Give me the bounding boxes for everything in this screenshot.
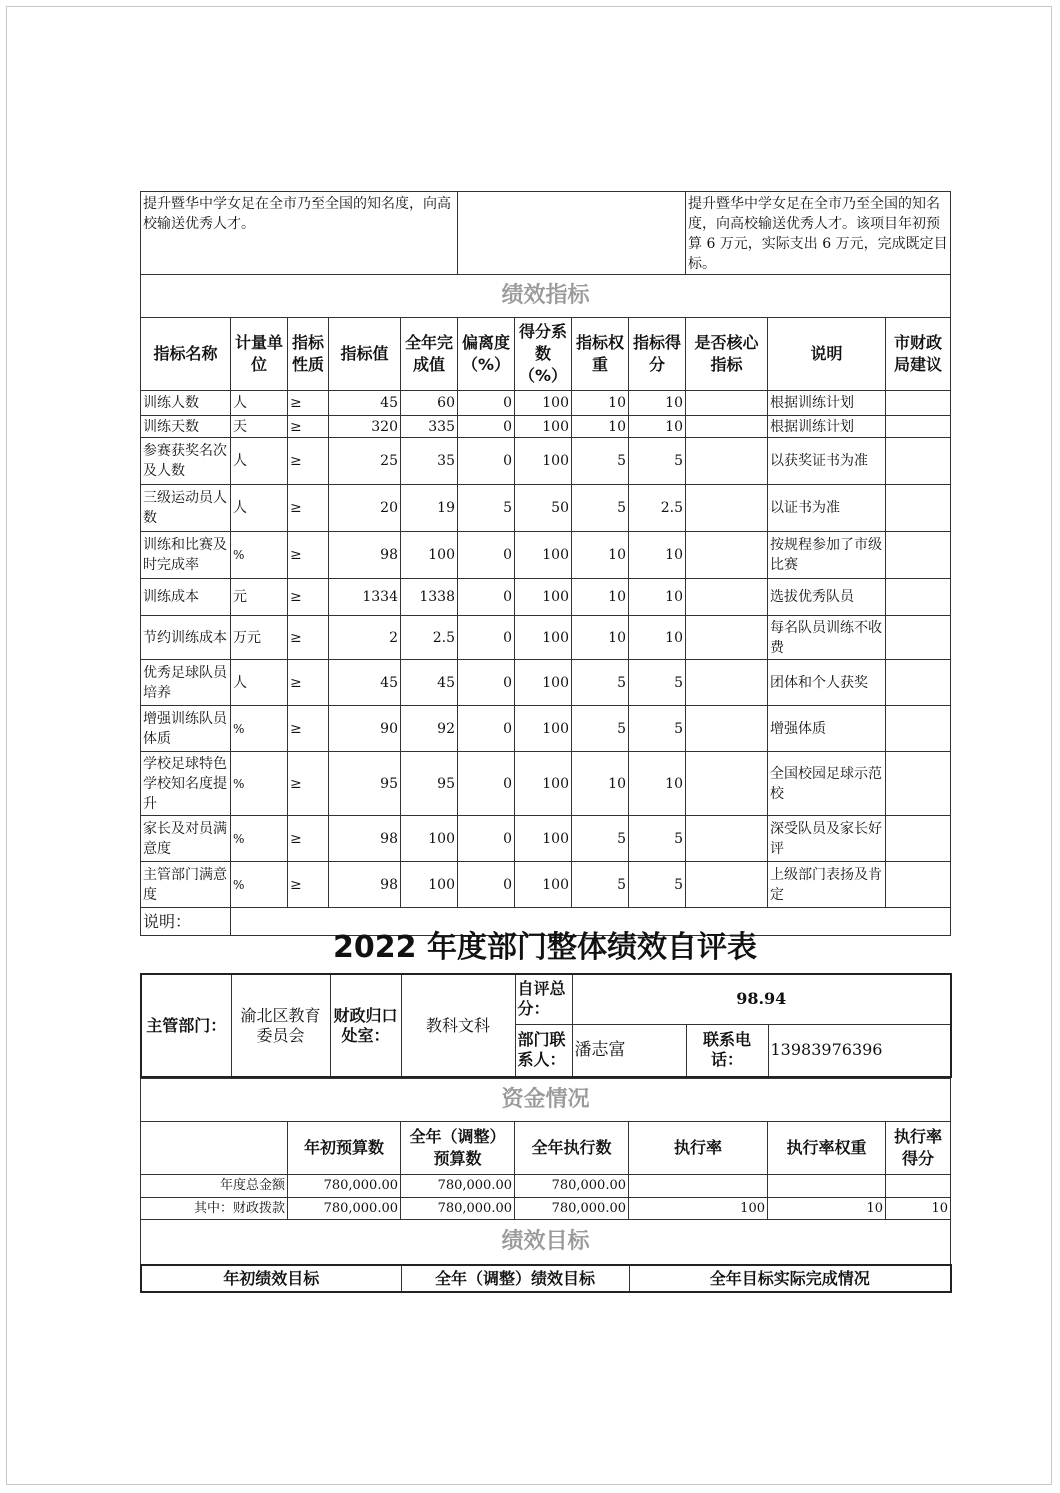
indicator-weight-cell: 10 — [572, 532, 629, 579]
indicator-name-cell: 家长及对员满意度 — [141, 816, 231, 862]
funds-label-cell: 其中：财政拨款 — [141, 1198, 288, 1220]
indicator-coef-cell: 100 — [515, 660, 572, 706]
indicator-note-cell: 上级部门表扬及肯定 — [768, 862, 886, 908]
supervisor-label: 主管部门： — [141, 974, 231, 1077]
indicator-weight-cell: 10 — [572, 391, 629, 416]
indicator-name-cell: 优秀足球队员培养 — [141, 660, 231, 706]
indicator-note-cell: 按规程参加了市级比赛 — [768, 532, 886, 579]
indicator-core-cell — [686, 391, 768, 416]
indicator-score-cell: 5 — [629, 706, 686, 752]
indicator-core-cell — [686, 438, 768, 485]
finance-label: 财政归口处室： — [330, 974, 401, 1077]
indicator-name-cell: 节约训练成本 — [141, 616, 231, 660]
header-cell: 说明 — [768, 318, 886, 391]
indicator-score-cell: 10 — [629, 579, 686, 616]
indicator-name-cell: 学校足球特色学校知名度提升 — [141, 752, 231, 816]
funds-adjusted-cell: 780,000.00 — [401, 1198, 515, 1220]
header-cell: 指标权重 — [572, 318, 629, 391]
indicator-advice-cell — [886, 391, 951, 416]
indicator-unit-cell: 人 — [231, 438, 288, 485]
indicator-weight-cell: 10 — [572, 616, 629, 660]
indicator-actual-cell: 335 — [401, 416, 458, 438]
header-cell: 全年（调整）绩效目标 — [401, 1265, 629, 1292]
indicator-unit-cell: % — [231, 816, 288, 862]
indicator-row — [141, 660, 951, 706]
indicator-nature-cell: ≥ — [288, 579, 329, 616]
indicator-unit-cell: 天 — [231, 416, 288, 438]
header-cell: 年初预算数 — [288, 1122, 401, 1175]
indicator-row — [141, 616, 951, 660]
indicator-score-cell: 10 — [629, 616, 686, 660]
indicator-name-cell: 训练成本 — [141, 579, 231, 616]
funds-score-cell — [886, 1175, 951, 1198]
indicator-row — [141, 416, 951, 438]
indicator-coef-cell: 100 — [515, 579, 572, 616]
indicator-target-cell: 20 — [329, 485, 401, 532]
funds-initial-cell: 780,000.00 — [288, 1175, 401, 1198]
indicator-score-cell: 5 — [629, 816, 686, 862]
indicator-actual-cell: 100 — [401, 532, 458, 579]
header-cell: 指标得分 — [629, 318, 686, 391]
header-cell: 指标名称 — [141, 318, 231, 391]
indicator-row — [141, 862, 951, 908]
indicator-note-cell: 以获奖证书为准 — [768, 438, 886, 485]
header-cell: 全年（调整）预算数 — [401, 1122, 515, 1175]
funds-initial-cell: 780,000.00 — [288, 1198, 401, 1220]
indicator-target-cell: 2 — [329, 616, 401, 660]
indicator-note-cell: 选拔优秀队员 — [768, 579, 886, 616]
dept-info-table — [140, 973, 952, 1078]
indicator-target-cell: 98 — [329, 862, 401, 908]
indicator-deviation-cell: 0 — [458, 752, 515, 816]
funds-section-title: 资金情况 — [141, 1079, 951, 1122]
funds-rate-cell — [629, 1175, 768, 1198]
indicator-actual-cell: 2.5 — [401, 616, 458, 660]
indicator-target-cell: 98 — [329, 532, 401, 579]
indicator-coef-cell: 100 — [515, 438, 572, 485]
funds-rate-cell: 100 — [629, 1198, 768, 1220]
indicator-header-row — [141, 318, 951, 391]
indicator-advice-cell — [886, 816, 951, 862]
indicator-weight-cell: 5 — [572, 706, 629, 752]
header-cell: 全年执行数 — [515, 1122, 629, 1175]
phone-value: 13983976396 — [768, 1024, 951, 1077]
indicator-nature-cell: ≥ — [288, 706, 329, 752]
indicator-actual-cell: 95 — [401, 752, 458, 816]
indicator-deviation-cell: 0 — [458, 532, 515, 579]
indicator-score-cell: 10 — [629, 416, 686, 438]
indicator-core-cell — [686, 485, 768, 532]
indicator-unit-cell: 人 — [231, 485, 288, 532]
indicator-deviation-cell: 0 — [458, 706, 515, 752]
page-title: 2022 年度部门整体绩效自评表 — [333, 930, 757, 965]
indicator-note-cell: 全国校园足球示范校 — [768, 752, 886, 816]
goal-row — [141, 192, 951, 275]
indicator-weight-cell: 5 — [572, 816, 629, 862]
indicator-weight-cell: 5 — [572, 438, 629, 485]
indicator-score-cell: 10 — [629, 532, 686, 579]
funds-adjusted-cell: 780,000.00 — [401, 1175, 515, 1198]
indicator-score-cell: 5 — [629, 862, 686, 908]
indicator-core-cell — [686, 616, 768, 660]
goals-header-row — [141, 1265, 951, 1292]
indicator-actual-cell: 45 — [401, 660, 458, 706]
indicator-weight-cell: 5 — [572, 862, 629, 908]
indicator-core-cell — [686, 816, 768, 862]
indicator-advice-cell — [886, 660, 951, 706]
indicator-weight-cell: 5 — [572, 485, 629, 532]
funds-row — [141, 1175, 951, 1198]
indicator-nature-cell: ≥ — [288, 862, 329, 908]
indicator-row — [141, 752, 951, 816]
indicator-unit-cell: % — [231, 532, 288, 579]
indicator-advice-cell — [886, 616, 951, 660]
indicator-name-cell: 参赛获奖名次及人数 — [141, 438, 231, 485]
indicator-section-title: 绩效指标 — [141, 275, 951, 318]
indicator-row — [141, 438, 951, 485]
indicator-advice-cell — [886, 485, 951, 532]
header-cell: 全年完成值 — [401, 318, 458, 391]
indicator-note-cell: 以证书为准 — [768, 485, 886, 532]
indicator-core-cell — [686, 579, 768, 616]
header-cell: 执行率得分 — [886, 1122, 951, 1175]
indicator-name-cell: 主管部门满意度 — [141, 862, 231, 908]
contact-value: 潘志富 — [572, 1024, 686, 1077]
indicator-weight-cell: 10 — [572, 579, 629, 616]
indicator-nature-cell: ≥ — [288, 438, 329, 485]
indicator-note-cell: 根据训练计划 — [768, 391, 886, 416]
indicator-name-cell: 训练和比赛及时完成率 — [141, 532, 231, 579]
indicator-score-cell: 2.5 — [629, 485, 686, 532]
indicator-row — [141, 532, 951, 579]
indicator-target-cell: 98 — [329, 816, 401, 862]
header-cell: 年初绩效目标 — [141, 1265, 401, 1292]
indicator-advice-cell — [886, 416, 951, 438]
indicator-score-cell: 10 — [629, 752, 686, 816]
indicator-table — [140, 191, 951, 936]
indicator-advice-cell — [886, 532, 951, 579]
indicator-deviation-cell: 0 — [458, 579, 515, 616]
indicator-coef-cell: 100 — [515, 752, 572, 816]
indicator-advice-cell — [886, 752, 951, 816]
indicator-deviation-cell: 0 — [458, 816, 515, 862]
indicator-target-cell: 1334 — [329, 579, 401, 616]
header-cell: 指标值 — [329, 318, 401, 391]
funds-table — [140, 1078, 951, 1265]
indicator-core-cell — [686, 862, 768, 908]
indicator-target-cell: 45 — [329, 391, 401, 416]
indicator-actual-cell: 100 — [401, 862, 458, 908]
indicator-coef-cell: 100 — [515, 616, 572, 660]
indicator-row — [141, 485, 951, 532]
funds-header-row — [141, 1122, 951, 1175]
funds-score-cell: 10 — [886, 1198, 951, 1220]
indicator-name-cell: 三级运动员人数 — [141, 485, 231, 532]
score-value: 98.94 — [572, 974, 951, 1024]
indicator-target-cell: 45 — [329, 660, 401, 706]
indicator-actual-cell: 35 — [401, 438, 458, 485]
indicator-nature-cell: ≥ — [288, 391, 329, 416]
indicator-unit-cell: 人 — [231, 391, 288, 416]
indicator-deviation-cell: 0 — [458, 391, 515, 416]
goal-actual: 提升暨华中学女足在全市乃至全国的知名度，向高校输送优秀人才。该项目年初预算 6 万元，实际支出 6 万元，完成既定目标。 — [686, 192, 951, 275]
indicator-actual-cell: 60 — [401, 391, 458, 416]
header-cell: 全年目标实际完成情况 — [629, 1265, 951, 1292]
indicator-actual-cell: 92 — [401, 706, 458, 752]
indicator-coef-cell: 100 — [515, 391, 572, 416]
indicator-deviation-cell: 0 — [458, 862, 515, 908]
indicator-score-cell: 10 — [629, 391, 686, 416]
funds-weight-cell — [768, 1175, 886, 1198]
funds-row — [141, 1198, 951, 1220]
indicator-name-cell: 增强训练队员体质 — [141, 706, 231, 752]
indicator-unit-cell: 人 — [231, 660, 288, 706]
indicator-nature-cell: ≥ — [288, 660, 329, 706]
indicator-note-cell: 团体和个人获奖 — [768, 660, 886, 706]
indicator-coef-cell: 100 — [515, 816, 572, 862]
phone-label: 联系电话： — [686, 1024, 768, 1077]
indicator-nature-cell: ≥ — [288, 816, 329, 862]
indicator-name-cell: 训练人数 — [141, 391, 231, 416]
indicator-row — [141, 706, 951, 752]
indicator-core-cell — [686, 752, 768, 816]
goal-adjusted — [458, 192, 686, 275]
indicator-advice-cell — [886, 438, 951, 485]
indicator-core-cell — [686, 706, 768, 752]
indicator-weight-cell: 10 — [572, 752, 629, 816]
indicator-unit-cell: 元 — [231, 579, 288, 616]
indicator-unit-cell: 万元 — [231, 616, 288, 660]
header-cell: 得分系数（%） — [515, 318, 572, 391]
header-cell: 执行率 — [629, 1122, 768, 1175]
indicator-actual-cell: 19 — [401, 485, 458, 532]
indicator-unit-cell: % — [231, 706, 288, 752]
indicator-coef-cell: 100 — [515, 862, 572, 908]
indicator-target-cell: 95 — [329, 752, 401, 816]
score-label: 自评总分： — [515, 974, 572, 1024]
header-cell: 计量单位 — [231, 318, 288, 391]
indicator-coef-cell: 100 — [515, 416, 572, 438]
header-cell — [141, 1122, 288, 1175]
indicator-nature-cell: ≥ — [288, 752, 329, 816]
indicator-actual-cell: 100 — [401, 816, 458, 862]
supervisor-value: 渝北区教育委员会 — [231, 974, 330, 1077]
funds-executed-cell: 780,000.00 — [515, 1198, 629, 1220]
indicator-weight-cell: 10 — [572, 416, 629, 438]
indicator-note-cell: 增强体质 — [768, 706, 886, 752]
explain-label: 说明： — [141, 908, 231, 936]
finance-value: 教科文科 — [401, 974, 515, 1077]
goal-initial: 提升暨华中学女足在全市乃至全国的知名度，向高校输送优秀人才。 — [141, 192, 458, 275]
indicator-core-cell — [686, 660, 768, 706]
goals-section-title: 绩效目标 — [141, 1220, 951, 1265]
indicator-coef-cell: 100 — [515, 706, 572, 752]
indicator-core-cell — [686, 532, 768, 579]
indicator-target-cell: 320 — [329, 416, 401, 438]
funds-weight-cell: 10 — [768, 1198, 886, 1220]
funds-label-cell: 年度总金额 — [141, 1175, 288, 1198]
indicator-score-cell: 5 — [629, 660, 686, 706]
indicator-row — [141, 816, 951, 862]
indicator-nature-cell: ≥ — [288, 416, 329, 438]
header-cell: 市财政局建议 — [886, 318, 951, 391]
indicator-note-cell: 深受队员及家长好评 — [768, 816, 886, 862]
indicator-advice-cell — [886, 579, 951, 616]
indicator-target-cell: 25 — [329, 438, 401, 485]
indicator-unit-cell: % — [231, 752, 288, 816]
indicator-actual-cell: 1338 — [401, 579, 458, 616]
indicator-nature-cell: ≥ — [288, 485, 329, 532]
indicator-score-cell: 5 — [629, 438, 686, 485]
indicator-deviation-cell: 0 — [458, 616, 515, 660]
header-cell: 是否核心指标 — [686, 318, 768, 391]
indicator-weight-cell: 5 — [572, 660, 629, 706]
funds-executed-cell: 780,000.00 — [515, 1175, 629, 1198]
goals-header-table — [140, 1264, 952, 1293]
header-cell: 指标性质 — [288, 318, 329, 391]
indicator-note-cell: 根据训练计划 — [768, 416, 886, 438]
indicator-advice-cell — [886, 862, 951, 908]
indicator-target-cell: 90 — [329, 706, 401, 752]
indicator-deviation-cell: 0 — [458, 416, 515, 438]
indicator-name-cell: 训练天数 — [141, 416, 231, 438]
header-cell: 偏离度（%） — [458, 318, 515, 391]
indicator-note-cell: 每名队员训练不收费 — [768, 616, 886, 660]
indicator-unit-cell: % — [231, 862, 288, 908]
indicator-nature-cell: ≥ — [288, 616, 329, 660]
indicator-deviation-cell: 0 — [458, 438, 515, 485]
indicator-deviation-cell: 5 — [458, 485, 515, 532]
indicator-row — [141, 391, 951, 416]
contact-label: 部门联系人： — [515, 1024, 572, 1077]
indicator-nature-cell: ≥ — [288, 532, 329, 579]
indicator-row — [141, 579, 951, 616]
indicator-core-cell — [686, 416, 768, 438]
indicator-coef-cell: 100 — [515, 532, 572, 579]
indicator-advice-cell — [886, 706, 951, 752]
indicator-deviation-cell: 0 — [458, 660, 515, 706]
header-cell: 执行率权重 — [768, 1122, 886, 1175]
indicator-coef-cell: 50 — [515, 485, 572, 532]
